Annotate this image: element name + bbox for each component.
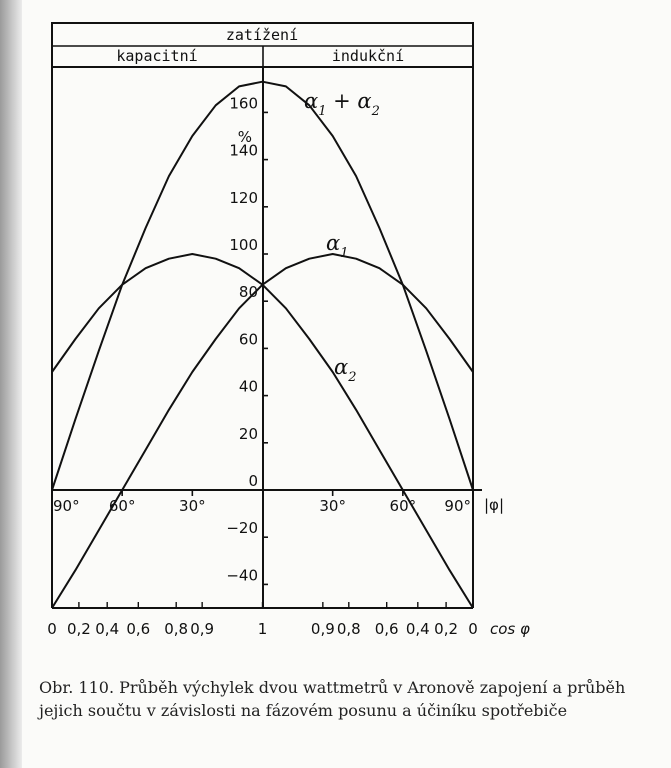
y-tick-label: 120	[229, 188, 258, 207]
y-tick-label: 60	[238, 330, 258, 349]
cos-tick-label: 0	[468, 620, 478, 638]
cos-tick-label: 1	[257, 620, 268, 638]
cos-tick-label: 0	[47, 620, 57, 638]
phi-axis-label: |φ|	[484, 496, 505, 514]
phi-tick-label: 30°	[319, 497, 346, 515]
y-tick-label: 80	[238, 283, 258, 302]
sum-curve-label: $\alpha_1 + \alpha_2$	[304, 89, 380, 119]
cos-tick-label: 0,4	[405, 620, 430, 638]
cos-tick-label: 0,4	[95, 620, 120, 638]
cos-tick-label: 0,8	[164, 620, 189, 638]
cos-tick-label: 0,6	[126, 620, 151, 638]
header-inductive: indukční	[331, 47, 405, 65]
y-tick-label: 0	[248, 472, 258, 490]
cos-tick-label: 0,2	[434, 620, 459, 638]
y-tick-label: 20	[238, 424, 258, 443]
header-title: zatížení	[225, 26, 299, 44]
cos-tick-label: 0,2	[66, 620, 91, 638]
cos-tick-label: 0,9	[310, 620, 335, 638]
y-tick-label: 100	[229, 236, 258, 254]
phi-tick-label: 30°	[179, 497, 206, 515]
alpha2-curve-label: $\alpha_2$	[334, 355, 357, 385]
y-tick-label: −40	[226, 566, 258, 585]
y-ticks	[226, 94, 268, 584]
header-capacitive: kapacitní	[116, 47, 198, 65]
load-header	[52, 23, 473, 67]
y-tick-label: 160	[229, 94, 258, 113]
cos-tick-label: 0,6	[374, 620, 399, 638]
phi-tick-label: 60°	[108, 497, 136, 515]
cos-axis-label: cos φ	[490, 620, 530, 638]
cos-tick-label: 0,8	[336, 620, 361, 638]
figure-caption: Obr. 110. Průběh výchylek dvou wattmetrů v Aronově zapojení a průběh jejich součtu v závislosti na fázovém posunu a účiníku spotřebiče	[39, 678, 626, 720]
y-tick-label: −20	[226, 519, 258, 538]
y-unit-label: %	[237, 128, 252, 146]
alpha1-curve-label: $\alpha_1$	[326, 231, 349, 261]
curve-labels	[304, 89, 380, 385]
y-tick-label: 140	[229, 141, 258, 160]
phi-tick-label: 60°	[389, 497, 417, 515]
cos-tick-label: 0,9	[190, 620, 215, 638]
y-tick-label: 40	[238, 377, 258, 396]
phi-tick-label: 90°	[53, 497, 80, 515]
phi-tick-label: 90°	[444, 497, 471, 515]
